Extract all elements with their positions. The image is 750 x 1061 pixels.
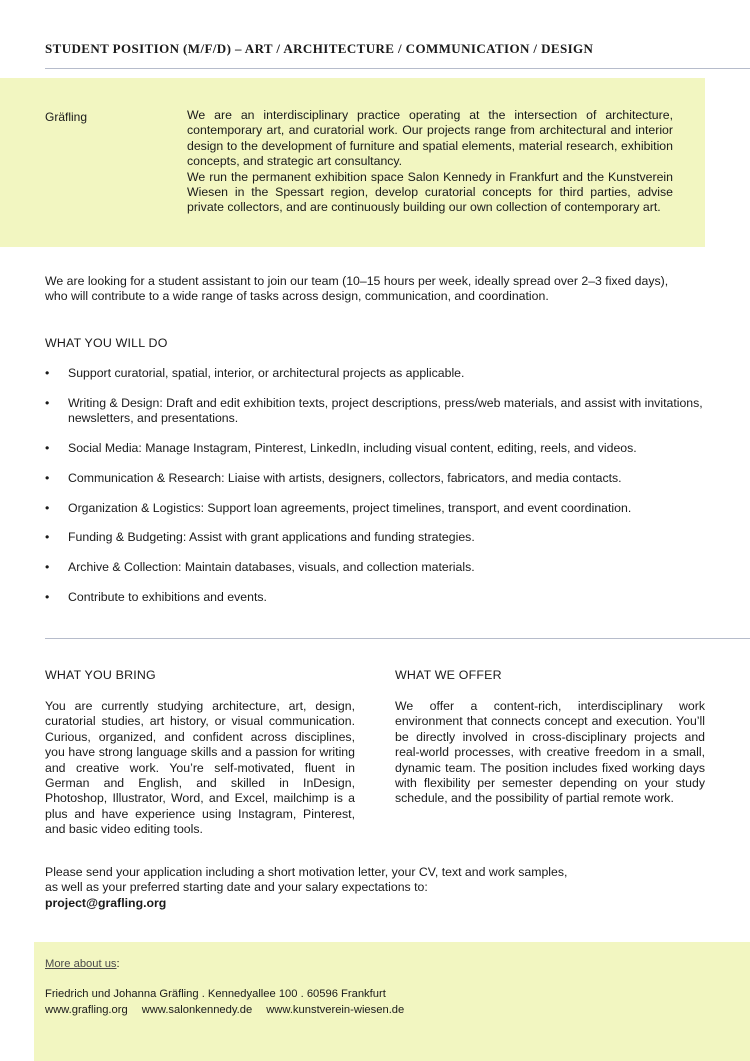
bullet-icon: • (45, 441, 50, 455)
task-text: Funding & Budgeting: Assist with grant applications and funding strategies. (68, 530, 475, 545)
position-summary (45, 274, 705, 305)
task-text: Communication & Research: Liaise with artists, designers, collectors, fabricators, and media contacts. (68, 470, 622, 485)
task-text: Social Media: Manage Instagram, Pinterest, LinkedIn, including visual content, editing, reels, and videos. (68, 441, 637, 455)
more-about-us-label: More about us (45, 958, 117, 970)
task-text: Writing & Design: Draft and edit exhibition texts, project descriptions, press/web materials, and assist with invitations, newsletters, and presentations. (68, 395, 703, 426)
more-about-us-colon: : (116, 958, 120, 970)
what-you-bring-heading: WHAT YOU BRING (45, 668, 156, 682)
header-divider (45, 68, 750, 69)
what-we-offer-heading: WHAT WE OFFER (395, 668, 502, 682)
page-title: STUDENT POSITION (M/F/D) – ART / ARCHITECTURE / COMMUNICATION / DESIGN (45, 41, 594, 56)
application-line: Please send your application including a short motivation letter, your CV, text and work samples, (45, 865, 568, 879)
what-we-offer-text: We offer a content-rich, interdisciplinary work environment that connects concept and execution. You’ll be directly involved in cross-disciplinary projects and real-world processes, with creative freedom in a small, dynamic team. The position includes fixed working days with flexibility per semester depending on your study schedule, and the possibility of partial remote work. (395, 699, 705, 806)
company-name: Gräfling (45, 110, 88, 124)
more-about-us (45, 957, 120, 971)
bullet-icon: • (45, 589, 50, 604)
application-instructions (45, 865, 705, 911)
task-text: Support curatorial, spatial, interior, or architectural projects as applicable. (68, 366, 465, 380)
application-email-link[interactable]: project@grafling.org (45, 895, 167, 910)
task-item (45, 396, 705, 427)
task-item (45, 501, 705, 516)
website-link-salon-kennedy[interactable]: www.salonkennedy.de (141, 1004, 253, 1016)
task-item (45, 471, 705, 486)
task-item (45, 441, 705, 456)
task-item (45, 366, 705, 381)
bullet-icon: • (45, 470, 50, 485)
task-item (45, 560, 705, 575)
footer-highlight-box (34, 942, 750, 1061)
bullet-icon: • (45, 560, 50, 575)
bullet-icon: • (45, 500, 50, 515)
bullet-icon: • (45, 530, 50, 545)
what-you-bring-text: You are currently studying architecture, art, design, curatorial studies, art history, or visual communication. Curious, organized, and confident across disciplines, you have strong language skills and a passion for writing and creative work. You’re self-motivated, fluent in German and English, and skilled in InDesign, Photoshop, Illustrator, Word, and Excel, mailchimp is a plus and have experience using Instagram, Pinterest, and basic video editing tools. (45, 699, 355, 837)
task-item (45, 530, 705, 545)
task-item (45, 590, 705, 605)
task-text: Archive & Collection: Maintain databases, visuals, and collection materials. (68, 560, 475, 575)
bullet-icon: • (45, 366, 50, 380)
footer-links (45, 1003, 418, 1017)
task-text: Organization & Logistics: Support loan agreements, project timelines, transport, and event coordination. (68, 500, 632, 515)
position-summary-line: We are looking for a student assistant to join our team (10–15 hours per week, ideally spread over 2–3 fixed days), (45, 274, 669, 288)
section-divider (45, 638, 750, 639)
bullet-icon: • (45, 395, 50, 410)
task-text: Contribute to exhibitions and events. (68, 589, 267, 604)
company-description-paragraph: We are an interdisciplinary practice operating at the intersection of architecture, contemporary art, and curatorial work. Our projects range from architectural and interior design to the development of furniture and spatial elements, material research, exhibition concepts, and strategic art consultancy. (187, 108, 673, 169)
website-link-grafling[interactable]: www.grafling.org (45, 1004, 128, 1016)
task-list (45, 366, 705, 620)
website-link-kunstverein-wiesen[interactable]: www.kunstverein-wiesen.de (266, 1004, 405, 1016)
footer-address: Friedrich und Johanna Gräfling . Kennedyallee 100 . 60596 Frankfurt (45, 988, 386, 1000)
position-summary-line: who will contribute to a wide range of tasks across design, communication, and coordination. (45, 289, 549, 304)
what-you-will-do-heading: WHAT YOU WILL DO (45, 336, 168, 350)
company-description-paragraph: We run the permanent exhibition space Salon Kennedy in Frankfurt and the Kunstverein Wiesen in the Spessart region, develop curatorial concepts for third parties, advise private collectors, and are continuously building our own collection of contemporary art. (187, 169, 673, 215)
company-description (187, 108, 673, 216)
application-line: as well as your preferred starting date and your salary expectations to: (45, 880, 428, 895)
